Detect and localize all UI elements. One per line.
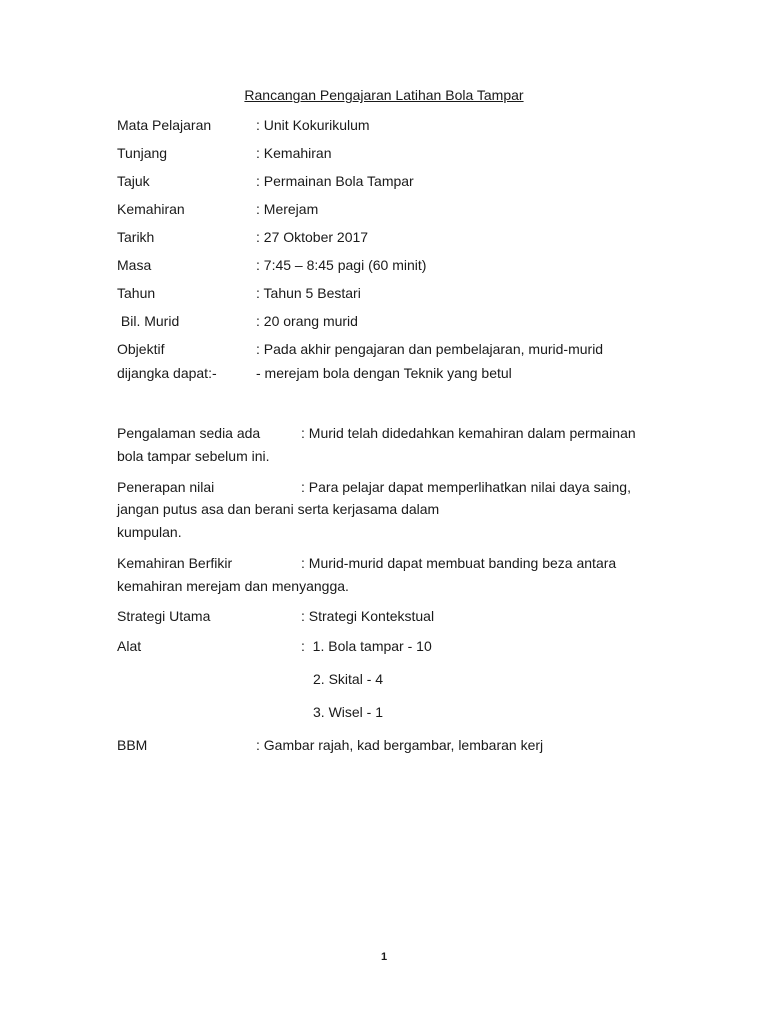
info-value-tarikh: : 27 Oktober 2017 [256,229,369,245]
pengalaman-continuation: bola tampar sebelum ini. [117,448,270,464]
strategi-value: : Strategi Kontekstual [301,608,435,624]
alat-label: Alat [117,638,142,654]
page-number: 1 [380,951,388,963]
info-value-dijangka: - merejam bola dengan Teknik yang betul [256,365,512,381]
pengalaman-value: : Murid telah didedahkan kemahiran dalam permainan [301,425,636,441]
info-label-objektif: Objektif [117,341,165,357]
info-value-tahun: : Tahun 5 Bestari [256,285,361,301]
info-value-masa: : 7:45 – 8:45 pagi (60 minit) [256,257,427,273]
info-label-tarikh: Tarikh [117,229,155,245]
info-label-tajuk: Tajuk [117,173,150,189]
alat-item: 2. Skital - 4 [313,671,384,687]
info-label-bil-murid: Bil. Murid [117,313,180,329]
info-value-tajuk: : Permainan Bola Tampar [256,173,414,189]
penerapan-continuation-1: jangan putus asa dan berani serta kerjasama dalam [117,501,440,517]
alat-item: 3. Wisel - 1 [313,704,384,720]
info-value-kemahiran: : Merejam [256,201,319,217]
document-title: Rancangan Pengajaran Latihan Bola Tampar [244,87,524,103]
alat-item: : 1. Bola tampar - 10 [301,638,432,654]
info-value-objektif: : Pada akhir pengajaran dan pembelajaran, murid-murid [256,341,604,357]
info-value-mata-pelajaran: : Unit Kokurikulum [256,117,370,133]
info-label-dijangka: dijangka dapat:- [117,365,217,381]
info-label-tunjang: Tunjang [117,145,168,161]
info-label-tahun: Tahun [117,285,156,301]
info-label-mata-pelajaran: Mata Pelajaran [117,117,212,133]
bbm-label: BBM [117,737,148,753]
penerapan-value: : Para pelajar dapat memperlihatkan nilai daya saing, [301,479,631,495]
info-label-kemahiran: Kemahiran [117,201,185,217]
penerapan-label: Penerapan nilai [117,479,215,495]
berfikir-label: Kemahiran Berfikir [117,555,233,571]
strategi-label: Strategi Utama [117,608,211,624]
penerapan-continuation-2: kumpulan. [117,524,182,540]
bbm-value: : Gambar rajah, kad bergambar, lembaran kerj [256,737,544,753]
info-value-tunjang: : Kemahiran [256,145,332,161]
berfikir-value: : Murid-murid dapat membuat banding beza antara [301,555,617,571]
info-label-masa: Masa [117,257,152,273]
pengalaman-label: Pengalaman sedia ada [117,425,261,441]
info-value-bil-murid: : 20 orang murid [256,313,358,329]
berfikir-continuation: kemahiran merejam dan menyangga. [117,578,349,594]
